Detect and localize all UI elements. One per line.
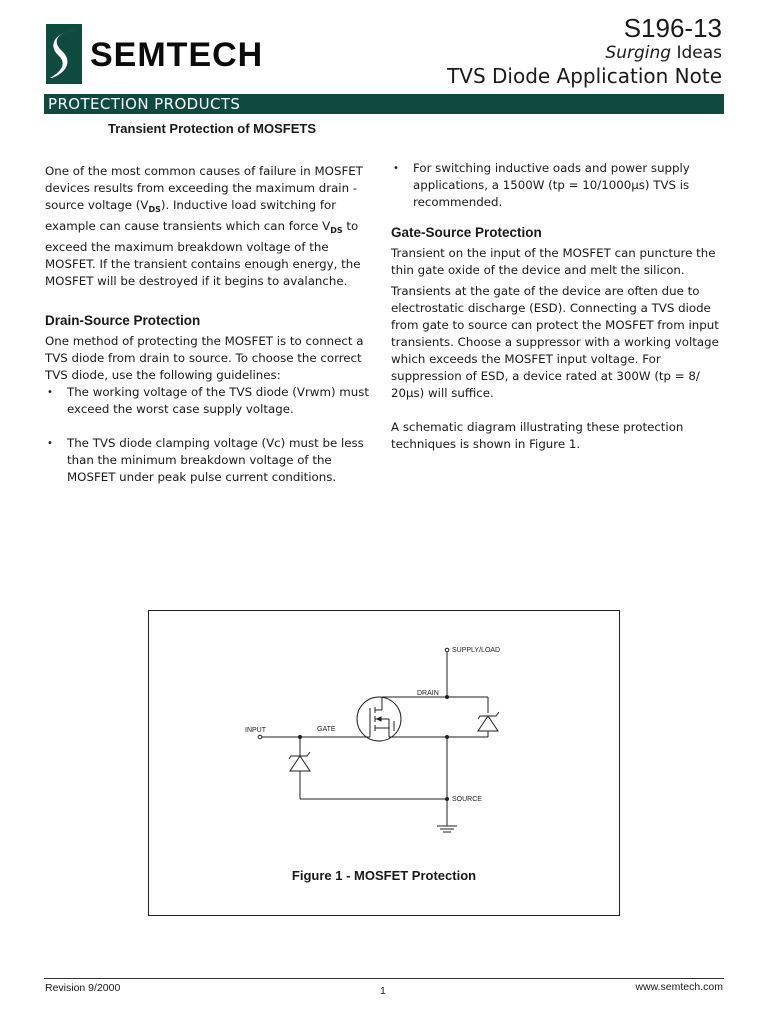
vds-subscript: DS <box>148 205 161 214</box>
gate-source-paragraph-2: Transients at the gate of the device are often due to electrostatic discharge (ESD). Connecting a TVS diode from gate to source can protect the MOSFET from input transients. Choose a suppressor with a working voltage which exceeds the MOSFET input voltage. For suppression of ESD, a device rated at 300W (tp = 8/ 20µs) will suffice. <box>391 284 719 400</box>
figure-caption: Figure 1 - MOSFET Protection <box>291 868 477 883</box>
semtech-s-mark-icon <box>46 24 82 84</box>
gate-label: GATE <box>317 726 336 733</box>
intro-text-b: ). Inductive load switching for example can cause transients which can force V <box>45 198 337 233</box>
website-link[interactable]: www.semtech.com <box>635 981 723 993</box>
revision-label: Revision 9/2000 <box>45 982 121 994</box>
supply-terminal <box>445 648 449 652</box>
drain-tvs-diode <box>478 716 498 731</box>
drain-source-heading: Drain-Source Protection <box>45 313 201 328</box>
intro-text-c: to exceed the maximum breakdown voltage of the MOSFET. If the transient contains enough energy, the MOSFET will be destroyed if it begins to avalanche. <box>45 219 361 288</box>
document-title: Transient Protection of MOSFETS <box>108 121 317 136</box>
page-number: 1 <box>380 985 386 997</box>
section-bar <box>44 94 724 114</box>
source-label: SOURCE <box>452 796 482 803</box>
input-label: INPUT <box>245 727 266 734</box>
subtitle-italic: Surging <box>605 43 672 63</box>
section-bar-label: PROTECTION PRODUCTS <box>48 95 241 113</box>
app-note-title: TVS Diode Application Note <box>447 64 722 88</box>
list-item: • For switching inductive oads and power supply applications, a 1500W (tp = 10/1000µs) TVS is recommended. <box>391 160 721 211</box>
vds-subscript: DS <box>330 226 343 235</box>
brand-name: SEMTECH <box>90 36 264 74</box>
intro-paragraph <box>45 163 375 290</box>
gate-source-paragraph-1: Transient on the input of the MOSFET can puncture the thin gate oxide of the device and melt the silicon. <box>391 246 716 277</box>
input-terminal <box>258 735 262 739</box>
subtitle <box>605 43 722 63</box>
right-column <box>391 160 721 453</box>
footer-rule <box>44 978 724 979</box>
document-number: S196-13 <box>623 13 722 43</box>
left-column <box>45 163 375 486</box>
figure-reference-paragraph: A schematic diagram illustrating these protection techniques is shown in Figure 1. <box>391 420 684 451</box>
drain-label: DRAIN <box>417 690 439 697</box>
gate-tvs-diode <box>290 756 310 771</box>
semtech-logo <box>46 24 316 84</box>
supply-label: SUPPLY/LOAD <box>452 647 501 654</box>
list-item: • The TVS diode clamping voltage (Vc) must be less than the minimum breakdown voltage of the MOSFET under peak pulse current conditions. <box>45 435 375 486</box>
drain-source-paragraph: One method of protecting the MOSFET is to connect a TVS diode from drain to source. To choose the correct TVS diode, use the following guidelines: <box>45 334 364 382</box>
intro-text-a: One of the most common causes of failure in MOSFET devices results from exceeding the maximum drain - source voltage (V <box>45 164 363 212</box>
list-item: • The working voltage of the TVS diode (Vrwm) must exceed the worst case supply voltage. <box>45 384 375 418</box>
gate-source-heading: Gate-Source Protection <box>391 225 542 240</box>
subtitle-rest: Ideas <box>671 43 722 63</box>
